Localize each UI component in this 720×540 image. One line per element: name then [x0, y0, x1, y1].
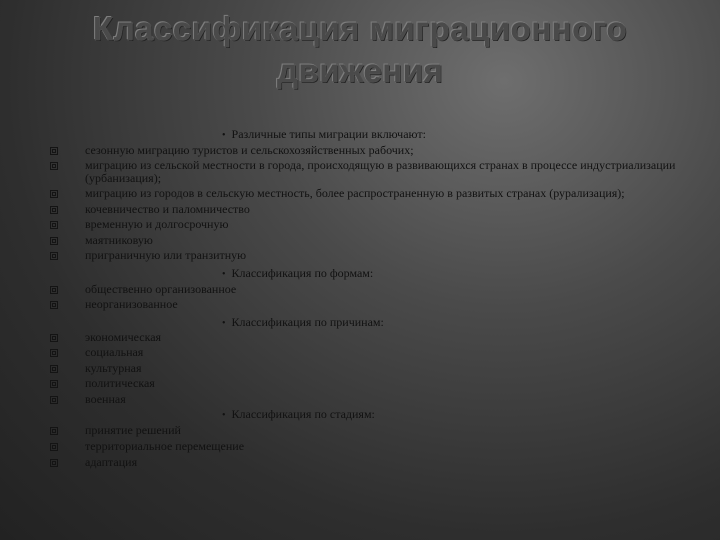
boxed-square-icon [50, 443, 58, 451]
boxed-square-icon [50, 221, 58, 229]
title-line-1: Классификация миграционного [92, 10, 628, 47]
boxed-square-icon [50, 380, 58, 388]
title-line-2: движения [276, 52, 444, 89]
boxed-square-icon [50, 206, 58, 214]
boxed-square-icon [50, 252, 58, 260]
boxed-square-icon [50, 334, 58, 342]
boxed-square-icon [50, 396, 58, 404]
slide-content: • Различные типы миграции включают: сезонную миграцию туристов и сельскохозяйственных рабочих; миграцию из сельской местности в города, происходящую в развивающихся странах в процессе индустриализации (урбанизация); миграцию из городов в сельскую местность, более распространенную в развитых странах (рурализация); кочевничество и паломничество временную и долгосрочную маятниковую приграничную или транзитную • Классификация по формам: общественно организованное неорганизованное • Классификация по причинам: экономическая социальная культурная политическая военная • Классификация по стадиям: принятие решений территориальное перемещение адаптация [0, 0, 720, 540]
boxed-square-icon [50, 349, 58, 357]
boxed-square-icon [50, 459, 58, 467]
boxed-square-icon [50, 301, 58, 309]
boxed-square-icon [50, 286, 58, 294]
boxed-square-icon [50, 147, 58, 155]
boxed-square-icon [50, 365, 58, 373]
boxed-square-icon [50, 237, 58, 245]
boxed-square-icon [50, 162, 58, 170]
boxed-square-icon [50, 190, 58, 198]
boxed-square-icon [50, 427, 58, 435]
